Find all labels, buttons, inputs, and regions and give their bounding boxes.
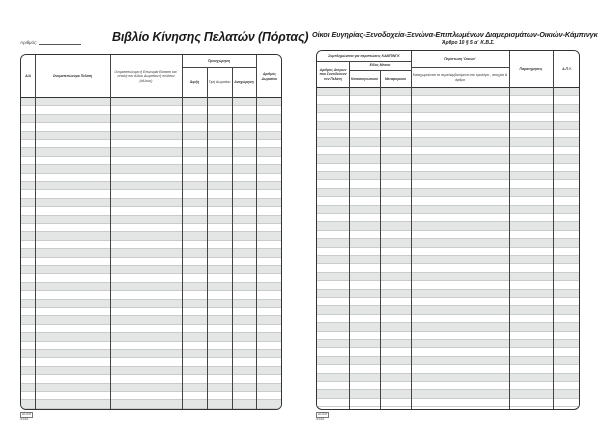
col-divider xyxy=(35,55,36,409)
right-page xyxy=(300,0,600,431)
group-divider xyxy=(411,67,509,68)
table-row xyxy=(21,308,281,316)
table-row xyxy=(21,148,281,156)
table-row xyxy=(21,300,281,308)
table-row xyxy=(317,248,579,256)
table-row xyxy=(317,172,579,180)
right-footer-code xyxy=(316,412,329,421)
table-row xyxy=(21,165,281,173)
right-footer-code-1: ΔΟΣΜ xyxy=(318,412,328,416)
table-row xyxy=(317,306,579,314)
table-row xyxy=(317,113,579,121)
table-row xyxy=(21,274,281,282)
col-aa-header: Α/Α xyxy=(25,74,31,79)
table-row xyxy=(317,88,579,96)
right-page-subtitle: Άρθρο 10 § 5 α΄ Κ.Β.Σ. xyxy=(442,40,495,46)
table-row xyxy=(21,132,281,140)
col-divider xyxy=(207,67,208,409)
left-table-body xyxy=(21,98,281,409)
table-row xyxy=(317,365,579,373)
table-row xyxy=(317,214,579,222)
col-room-price-header: Τιμή Δωματίου xyxy=(208,80,231,85)
col-tents-header: Αριθμός Ατόμων που Συνοδεύουν τον Πελάτη xyxy=(319,68,347,81)
col-arrival-header: Άφιξη xyxy=(189,80,200,85)
group-divider xyxy=(317,61,411,62)
col-group-header: Προσχώρηση xyxy=(208,58,230,63)
col-divider xyxy=(182,55,183,409)
col-divider xyxy=(380,70,381,409)
col-surname-header: Ονοματεπώνυμο Πελάτη xyxy=(52,74,93,79)
table-row xyxy=(21,106,281,114)
table-row xyxy=(317,231,579,239)
table-row xyxy=(317,348,579,356)
table-row xyxy=(21,182,281,190)
col-vehicle-type-header: Κατασκηνωτικού xyxy=(350,76,379,81)
table-row xyxy=(21,174,281,182)
table-row xyxy=(317,105,579,113)
table-row xyxy=(21,123,281,131)
arithmos-label: Αριθμός xyxy=(20,40,37,45)
col-divider xyxy=(553,51,554,409)
right-table-header xyxy=(317,51,579,88)
table-row xyxy=(21,266,281,274)
table-row xyxy=(21,157,281,165)
table-row xyxy=(21,325,281,333)
right-footer-code-2: 4/15Α xyxy=(316,416,325,421)
table-row xyxy=(317,340,579,348)
table-row xyxy=(317,290,579,298)
right-page-title: Οίκοι Ευγηρίας-Ξενοδοχεία-Ξενώνα-Επιπλωμένων Διαμερισμάτων-Οικιών-Κάμπινγκ xyxy=(312,30,598,39)
col-divider xyxy=(349,61,350,409)
table-row xyxy=(21,258,281,266)
table-row xyxy=(317,164,579,172)
col-camping-group-header: Συμπληρώνεται για περιπτώσεις ΚΑΜΠΙΝΓΚ xyxy=(328,53,400,58)
col-remarks-header: Παρατηρήσεις xyxy=(519,67,543,72)
arithmos-blank-line xyxy=(39,44,81,45)
table-row xyxy=(317,399,579,407)
col-departure-header: Αναχώρηση xyxy=(234,80,254,85)
table-row xyxy=(317,256,579,264)
left-table xyxy=(20,54,282,410)
col-divider xyxy=(256,55,257,409)
col-vehicle-plate-header: Μεταφορικού xyxy=(384,76,407,81)
table-row xyxy=(21,216,281,224)
table-row xyxy=(21,98,281,106)
table-row xyxy=(317,147,579,155)
table-row xyxy=(317,197,579,205)
table-row xyxy=(21,342,281,350)
col-id-doc-header: Ονοματεπώνυμο ή Επωνυμία Εκτακτο και΄ εντολή του άλλου Δωματίου ή πελάτου (άλλους) xyxy=(114,70,178,83)
col-divider xyxy=(110,55,111,409)
table-row xyxy=(21,375,281,383)
table-row xyxy=(317,382,579,390)
table-row xyxy=(317,138,579,146)
table-row xyxy=(21,358,281,366)
group-divider xyxy=(182,67,256,68)
table-row xyxy=(21,392,281,400)
arithmos-field: Αριθμός: xyxy=(20,40,81,45)
table-row xyxy=(21,199,281,207)
left-footer-code xyxy=(20,412,33,421)
table-row xyxy=(317,357,579,365)
table-row xyxy=(21,316,281,324)
right-table-body xyxy=(317,88,579,409)
col-divider xyxy=(411,51,412,409)
table-row xyxy=(21,367,281,375)
table-row xyxy=(21,400,281,408)
col-vehicle-group-header: Είδος Μέσου xyxy=(369,63,391,68)
table-row xyxy=(317,122,579,130)
table-row xyxy=(317,180,579,188)
table-row xyxy=(317,96,579,104)
table-row xyxy=(21,115,281,123)
col-divider xyxy=(232,67,233,409)
col-stay-detail-header: Καταχωρούνται τα περιελαμβανόμενα στο τιμολόγιο , στοιχεία & άρθρα xyxy=(412,73,508,82)
table-row xyxy=(21,283,281,291)
table-row xyxy=(317,264,579,272)
col-afm-header: Α.Π.Υ. xyxy=(562,67,572,72)
table-row xyxy=(317,222,579,230)
table-row xyxy=(21,190,281,198)
table-row xyxy=(21,384,281,392)
table-row xyxy=(317,189,579,197)
table-row xyxy=(21,232,281,240)
table-row xyxy=(317,239,579,247)
left-table-header xyxy=(21,55,281,98)
col-divider xyxy=(509,51,510,409)
left-footer-code-1: ΔΟΣΜ xyxy=(22,412,32,416)
table-row xyxy=(317,374,579,382)
table-row xyxy=(21,333,281,341)
table-row xyxy=(317,298,579,306)
table-row xyxy=(317,155,579,163)
table-row xyxy=(21,291,281,299)
table-row xyxy=(21,140,281,148)
table-row xyxy=(21,224,281,232)
table-row xyxy=(21,207,281,215)
table-row xyxy=(21,249,281,257)
table-row xyxy=(21,350,281,358)
col-stay-group-header: Περίπτωση 'Οικιών' xyxy=(444,56,476,61)
table-row xyxy=(317,281,579,289)
table-row xyxy=(317,130,579,138)
left-footer-code-2: 4/15Α xyxy=(20,416,29,421)
table-row xyxy=(317,273,579,281)
table-row xyxy=(317,332,579,340)
right-table xyxy=(316,50,580,410)
table-row xyxy=(317,390,579,398)
table-row xyxy=(21,241,281,249)
table-row xyxy=(317,323,579,331)
left-page-title: Βιβλίο Κίνησης Πελατών (Πόρτας) xyxy=(112,30,309,44)
col-room-number-header: Αριθμός Δωματίου xyxy=(261,72,278,81)
table-row xyxy=(317,315,579,323)
table-row xyxy=(317,206,579,214)
